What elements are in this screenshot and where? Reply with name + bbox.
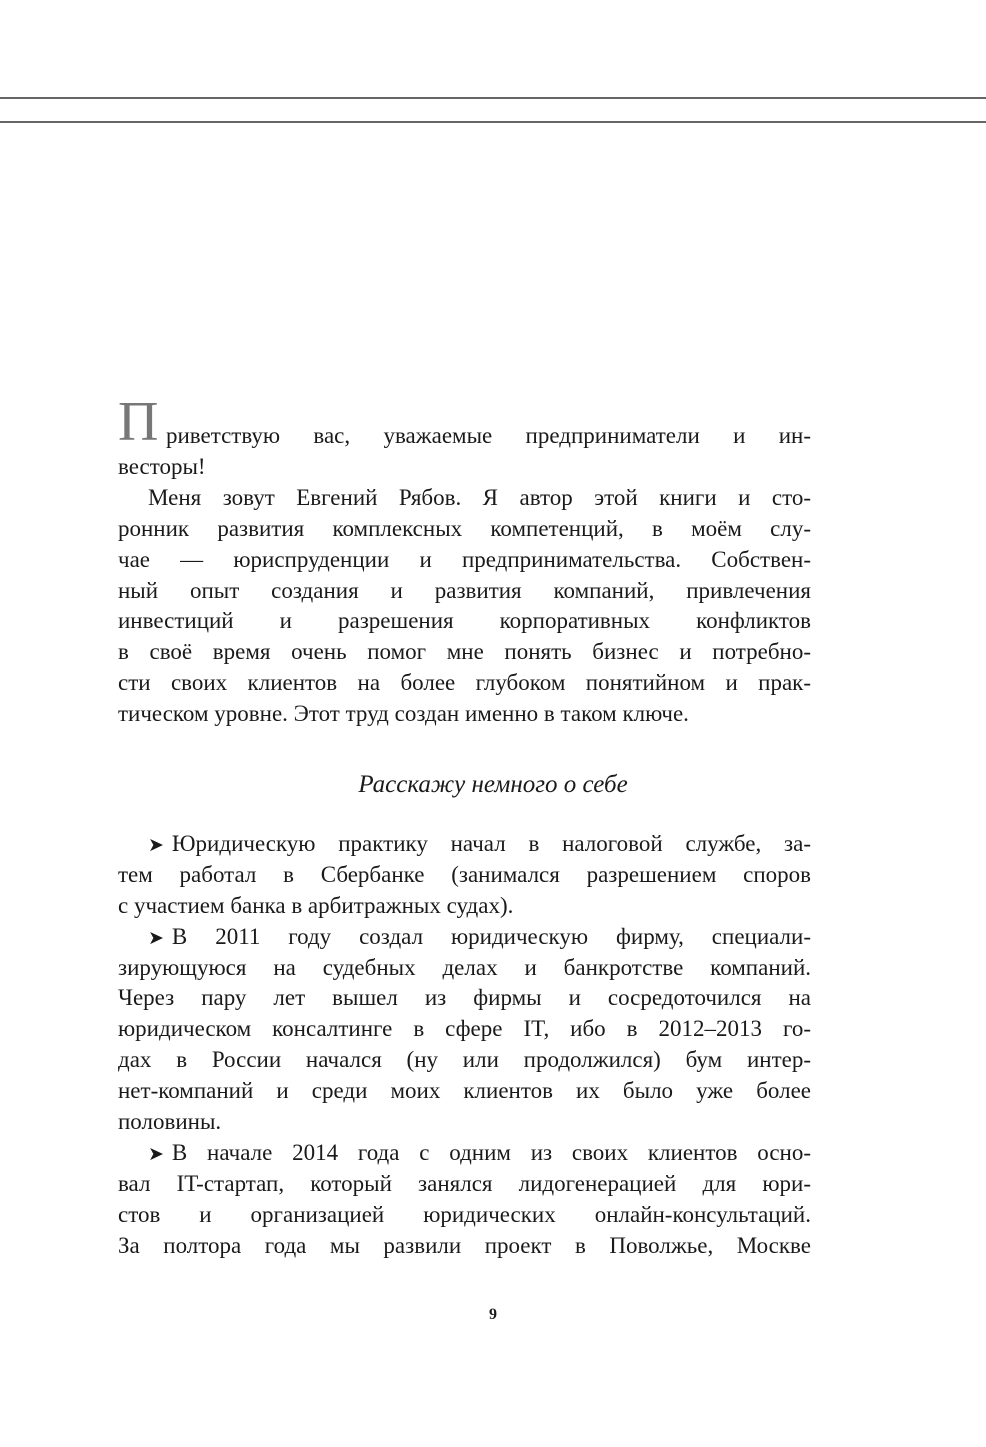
text-line	[118, 829, 811, 860]
line-text: риветствую вас, уважаемые предприниматели и ин-	[166, 423, 811, 449]
text-line	[118, 668, 811, 699]
line-text: Меня зовут Евгений Рябов. Я автор этой книги и сто-	[148, 484, 811, 510]
first-line-row	[118, 392, 811, 452]
text-line	[118, 860, 811, 891]
line-text: с участием банка в арбитражных судах).	[118, 892, 514, 918]
drop-cap: П	[118, 391, 159, 453]
line-text: Через пару лет вышел из фирмы и сосредоточился на	[118, 985, 811, 1011]
text-line	[118, 1169, 811, 1200]
header-rule-bottom	[0, 121, 986, 123]
text-line	[118, 953, 811, 984]
text-line	[118, 983, 811, 1014]
line-text: зирующуюся на судебных делах и банкротстве компаний.	[118, 954, 811, 980]
line-text: инвестиций и разрешения корпоративных конфликтов	[118, 608, 811, 634]
header-rule-top	[0, 97, 986, 99]
text-line	[118, 1045, 811, 1076]
text-line	[118, 606, 811, 637]
text-line	[118, 1076, 811, 1107]
line-text: дах в России начался (ну или продолжился) бум интер-	[118, 1047, 811, 1073]
text-line	[118, 922, 811, 953]
arrow-bullet-icon: ➤	[148, 927, 164, 949]
text-line	[118, 699, 811, 730]
page-number: 9	[489, 1306, 497, 1323]
line-text: юридическом консалтинге в сфере IT, ибо в 2012–2013 го-	[118, 1016, 811, 1042]
text-line	[118, 576, 811, 607]
line-text: В 2011 году создал юридическую фирму, специали-	[171, 923, 811, 949]
line-text: сти своих клиентов на более глубоком понятийном и прак-	[118, 670, 811, 696]
line-text: весторы!	[118, 454, 206, 479]
intro-paragraphs	[118, 392, 811, 730]
line-text: половины.	[118, 1109, 222, 1135]
arrow-bullet-icon: ➤	[148, 1143, 164, 1165]
text-line	[118, 483, 811, 514]
line-text: чае — юриспруденции и предпринимательства. Собствен-	[118, 546, 811, 572]
text-line	[118, 891, 811, 922]
text-line	[118, 1107, 811, 1138]
text-line	[118, 637, 811, 668]
text-line	[118, 1014, 811, 1045]
line-text: в своё время очень помог мне понять бизнес и потребно-	[118, 639, 811, 665]
line-text: За полтора года мы развили проект в Поволжье, Москве	[118, 1232, 811, 1258]
text-line	[118, 514, 811, 545]
line-text: ный опыт создания и развития компаний, привлечения	[118, 577, 811, 603]
line-text: В начале 2014 года с одним из своих клиентов осно-	[171, 1139, 811, 1165]
text-line	[118, 452, 811, 483]
line-text: тем работал в Сбербанке (занимался разрешением споров	[118, 861, 811, 887]
section-heading: Расскажу немного о себе	[358, 771, 628, 798]
text-line	[118, 1231, 811, 1262]
line-text: Юридическую практику начал в налоговой службе, за-	[171, 831, 811, 856]
line-text: ронник развития комплексных компетенций, в моём слу-	[118, 515, 811, 541]
line-text: тическом уровне. Этот труд создан именно в таком ключе.	[118, 701, 689, 727]
text-line	[118, 1138, 811, 1169]
line-text: стов и организацией юридических онлайн-консультаций.	[118, 1201, 811, 1227]
text-line	[118, 545, 811, 576]
line-text: нет-компаний и среди моих клиентов их было уже более	[118, 1078, 811, 1104]
bullet-list	[118, 829, 811, 1261]
line-text: вал IT-стартап, который занялся лидогенерацией для юри-	[118, 1170, 811, 1196]
arrow-bullet-icon: ➤	[148, 835, 164, 856]
text-line	[166, 421, 811, 452]
text-line	[118, 1200, 811, 1231]
